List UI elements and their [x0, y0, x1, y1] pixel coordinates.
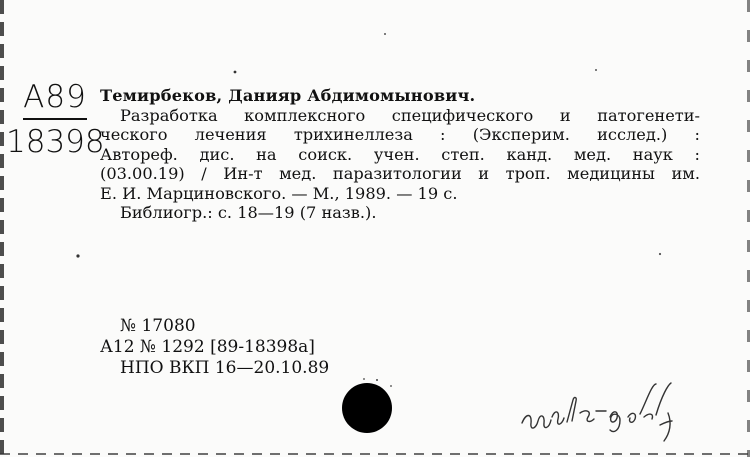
- title-line-4: (03.00.19) / Ин-т мед. паразитологии и троп. медицины им.: [100, 164, 700, 183]
- title-line-1: Разработка комплексного специфического и патогенети-: [120, 105, 700, 125]
- shelf-mark-bottom: 18398: [6, 124, 105, 160]
- date-stamp: НПО ВКП 16—20.10.89: [120, 358, 330, 378]
- title-line-3: Автореф. дис. на соиск. учен. степ. канд. мед. наук :: [100, 144, 700, 164]
- title-line-2: ческого лечения трихинеллеза : (Эксперим. исслед.) :: [100, 125, 700, 144]
- bibliography-note: Библиогр.: с. 18—19 (7 назв.).: [120, 203, 377, 222]
- handwritten-note: [510, 365, 700, 445]
- title-line-5: Е. И. Марциновского. — М., 1989. — 19 с.: [100, 183, 458, 203]
- registration-number: А12 № 1292 [89-18398а]: [100, 337, 315, 357]
- author-heading: Темирбеков, Данияр Абдимомынович.: [100, 86, 476, 105]
- card-number: № 17080: [120, 316, 196, 336]
- shelf-mark-top: А89: [23, 79, 87, 115]
- handwritten-scribble: [510, 365, 700, 445]
